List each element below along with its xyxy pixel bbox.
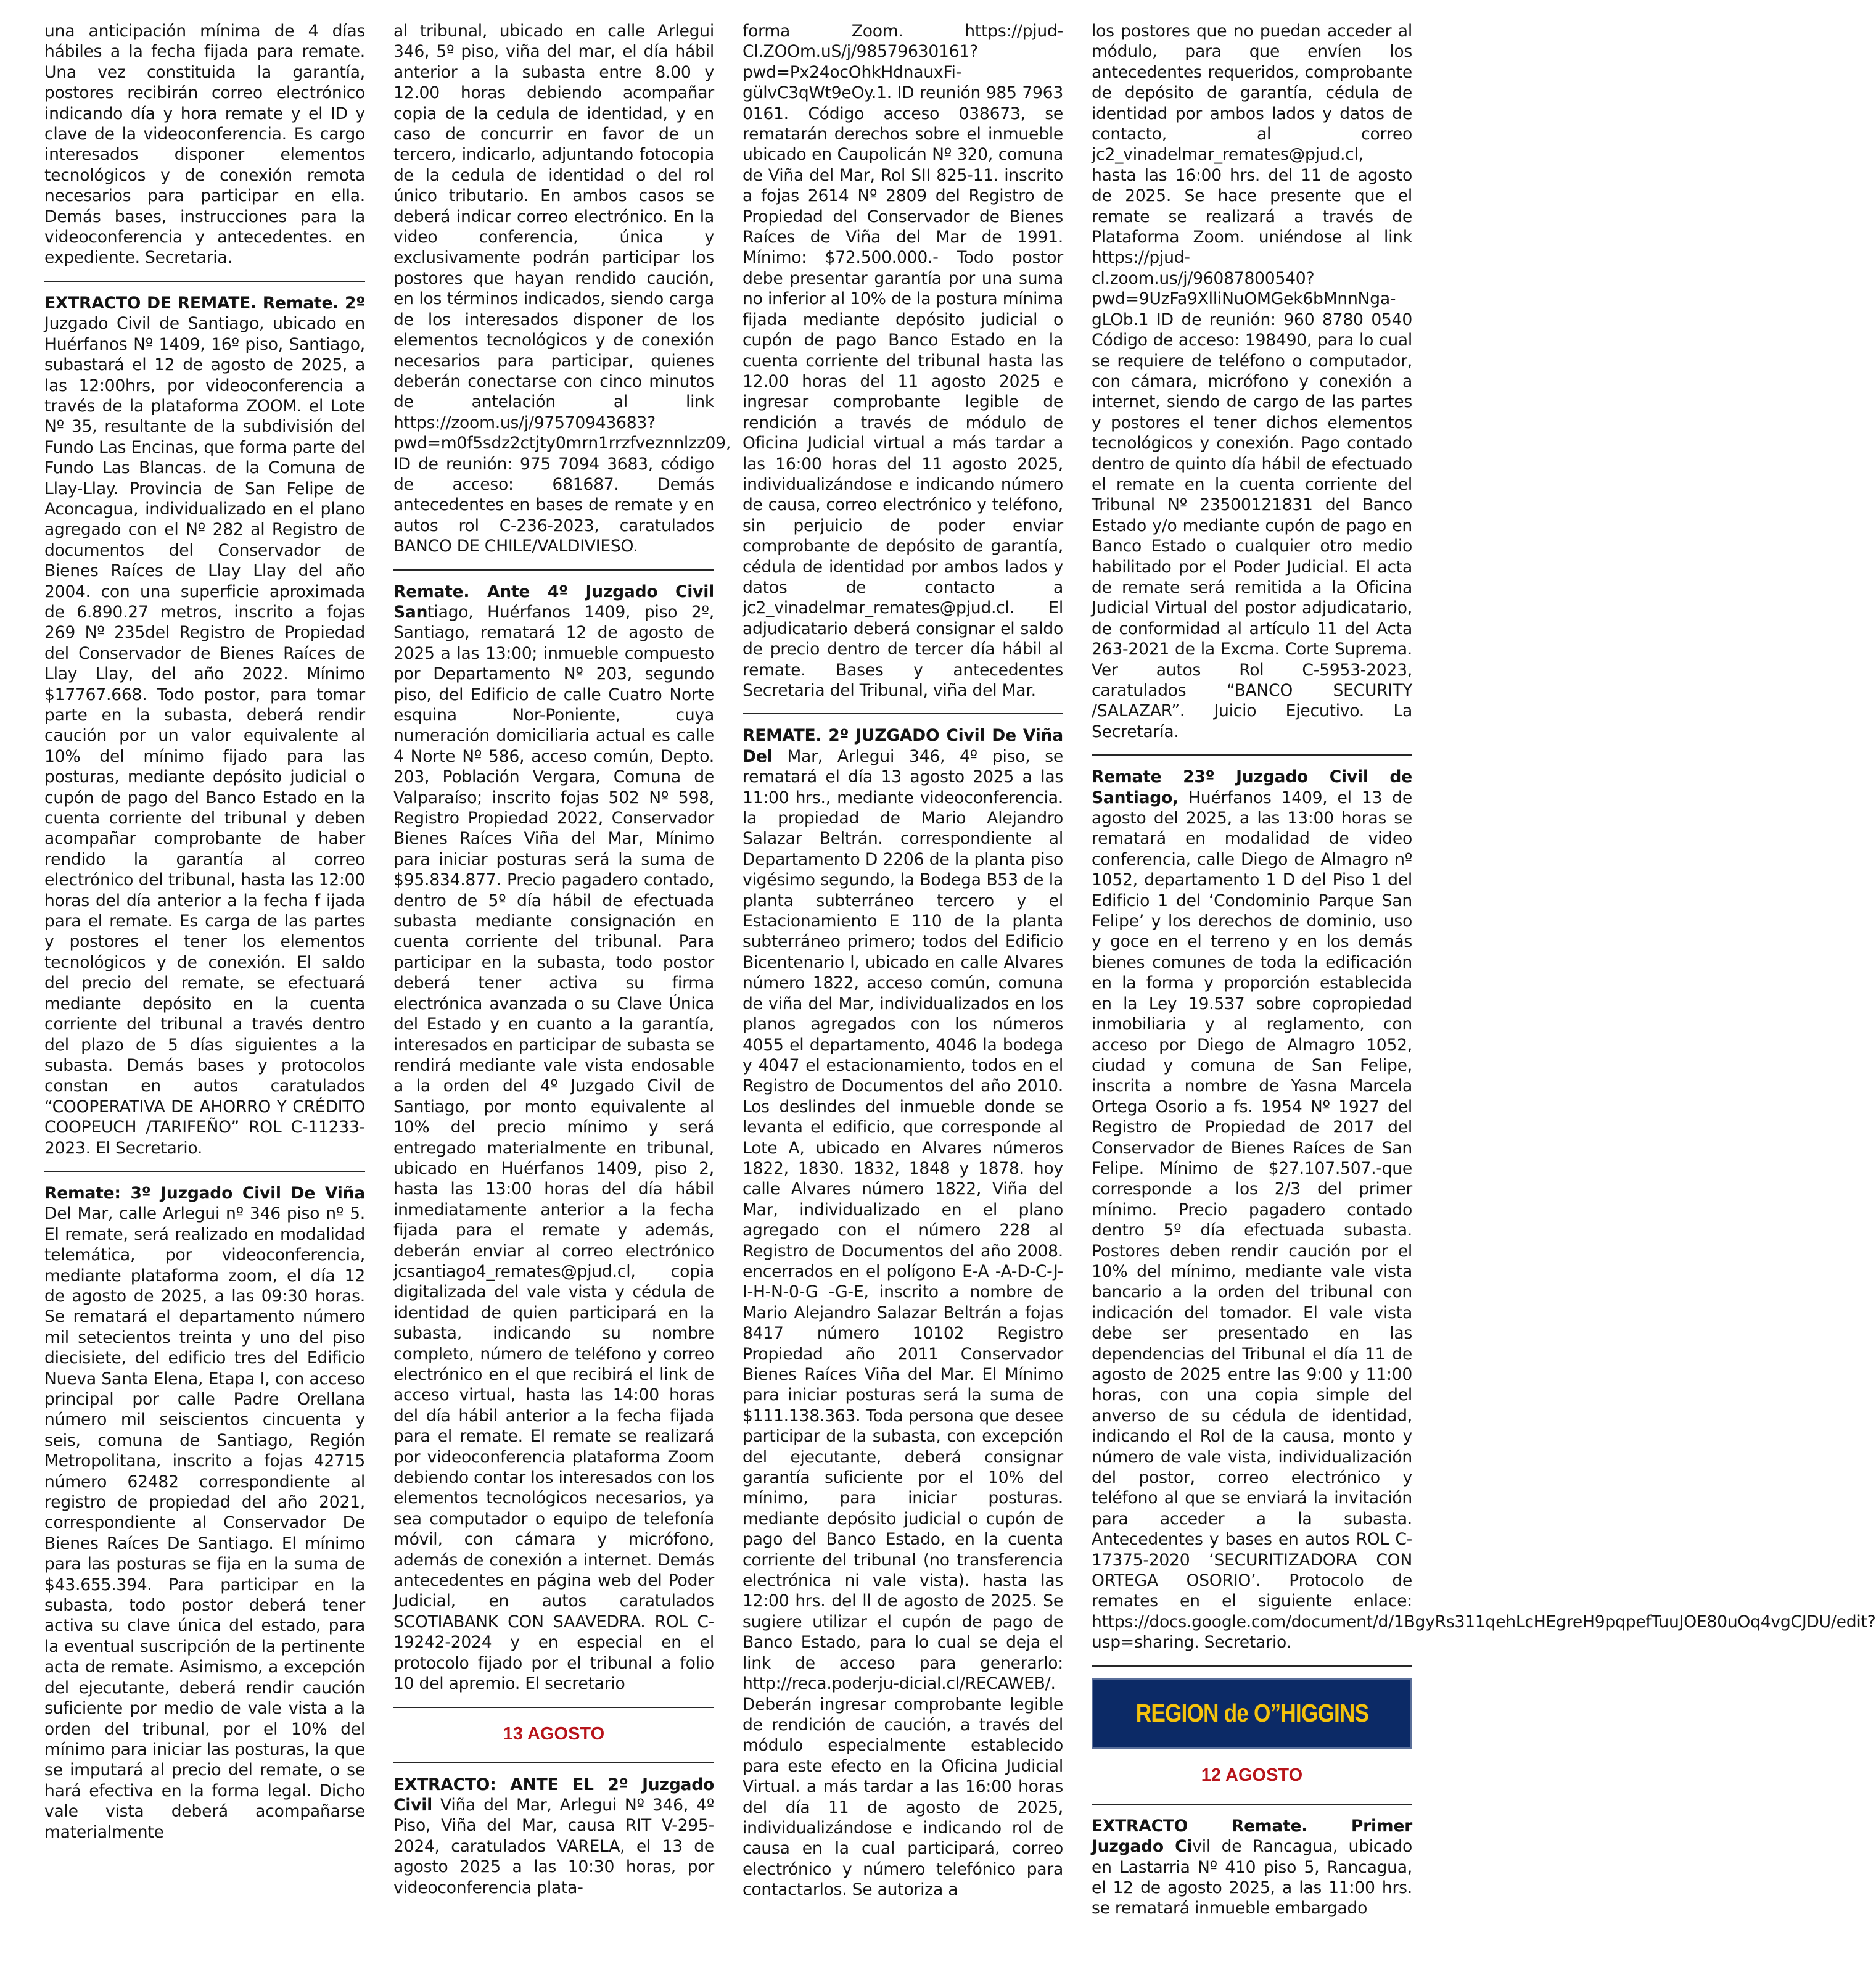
column-divider xyxy=(393,569,714,571)
notice-lead: EXTRACTO DE REMATE. Remate. 2º xyxy=(44,293,365,313)
auction-notice xyxy=(1092,1816,1412,1919)
notice-lead: Remate 23º Juzgado Civil de Santiago, xyxy=(1092,767,1412,807)
region-banner xyxy=(1092,1678,1412,1749)
notice-body: forma Zoom. https://pjud-Cl.ZOOm.uS/j/98579630161?pwd=Px24ocOhkHdnauxFi-gülvC3qWt9eOy.1. ID reunión 985 7963 0161. Código acceso 038673, se rematarán derechos sobre el inmueble ubicado en Caupolicán Nº 320, comuna de Viña del Mar, Rol SII 825-11. inscrito a fojas 2614 Nº 2809 del Registro de Propiedad del Conservador de Bienes Raíces de Viña del Mar de 1991. Mínimo: $72.500.000.- Todo postor debe presentar garantía por una suma no inferior al 10% de la postura mínima fijada mediante depósito judicial o cupón de pago Banco Estado en la cuenta corriente del tribunal hasta las 12.00 horas del 11 agosto 2025 e ingresar comprobante legible de rendición a través de módulo de Oficina Judicial virtual a más tardar a las 16:00 horas del 11 agosto 2025, individualizándose e indicando número de causa, correo electrónico y teléfono, sin perjuicio de poder enviar comprobante de depósito de garantía, cédula de identidad por ambos lados y datos de contacto a jc2_vinadelmar_remates@pjud.cl. El adjudicatario deberá consignar el saldo de precio dentro de tercer día hábil al remate. Bases y antecedentes Secretaria del Tribunal, viña del Mar. xyxy=(743,22,1063,700)
notice-body: vil de Rancagua, ubicado en Lastarria Nº 410 piso 5, Rancagua, el 12 de agosto 2025, a las 11:00 hrs. se rematará inmueble embargado xyxy=(1092,1837,1412,1918)
auction-notice xyxy=(1092,767,1876,1652)
notice-body: Viña del Mar, Arlegui Nº 346, 4º Piso, Viña del Mar, causa RIT V-295-2024, caratulados VARELA, el 13 de agosto 2025 a las 10:30 horas, por videoconferencia plata- xyxy=(393,1795,714,1897)
column-divider xyxy=(1092,1665,1412,1667)
notice-body: Juzgado Civil de Santiago, ubicado en Huérfanos Nº 1409, 16º piso, Santiago, subastará el 12 de agosto de 2025, a las 12:00hrs, por videoconferencia a través de la plataforma ZOOM. el Lote Nº 35, resultante de la subdivisión del Fundo Las Encinas, que forma parte del Fundo Las Blancas. de la Comuna de Llay-Llay. Provincia de San Felipe de Aconcagua, individualizado en el plano agregado con el Nº 282 al Registro de documentos del Conservador de Bienes Raíces de Llay Llay del año 2004. con una superficie aproximada de 6.890.27 metros, inscrito a fojas 269 Nº 235del Registro de Propiedad del Conservador de Bienes Raíces de Llay Llay, del año 2022. Mínimo $17767.668. Todo postor, para tomar parte en la subasta, deberá rendir caución por un valor equivalente al 10% del mínimo fijado para las posturas, mediante depósito judicial o cupón de pago del Banco Estado en la cuenta corriente del tribunal y deben acompañar comprobante de haber rendido la garantía al correo electrónico del tribunal, hasta las 12:00 horas del día anterior a la fecha f ijada para el remate. Es carga de las partes y postores el tener los elementos tecnológicos y de conexión. El saldo del precio del remate, se efectuará mediante depósito en la cuenta corriente del tribunal a través dentro del plazo de 5 días siguientes a la subasta. Demás bases y protocolos constan en autos caratulados “COOPERATIVA DE AHORRO Y CRÉDITO COOPEUCH /TARIFEÑO” ROL C-11233-2023. El Secretario. xyxy=(44,314,365,1158)
notice-body: Mar, Arlegui 346, 4º piso, se rematará el día 13 agosto 2025 a las 11:00 hrs., mediante videoconferencia. la propiedad de Mario Alejandro Salazar Beltrán. correspondiente al Departamento D 2206 de la planta piso vigésimo segundo, la Bodega B53 de la planta subterráneo tercero y el Estacionamiento E 110 de la planta subterráneo primero; todos del Edificio Bicentenario l, ubicado en calle Alvares número 1822, acceso común, comuna de viña del Mar, individualizados en los planos agregados con los números 4055 el departamento, 4046 la bodega y 4047 el estacionamiento, todos en el Registro de Documentos del año 2010. Los deslindes del inmueble donde se levanta el edificio, que corresponde al Lote A, ubicado en Alvares números 1822, 1830. 1832, 1848 y 1878. hoy calle Alvares número 1822, Viña del Mar, individualizado en el plano agregado con el número 228 al Registro de Documentos del año 2008. encerrados en el polígono E-A -A-D-C-J-I-H-N-0-G -G-E, inscrito a nombre de Mario Alejandro Salazar Beltrán a fojas 8417 número 10102 Registro Propiedad año 2011 Conservador Bienes Raíces Viña del Mar. El Mínimo para iniciar posturas será la suma de $111.138.363. Toda persona que desee participar de la subasta, con excepción del ejecutante, deberá consignar garantía suficiente por el 10% del mínimo, para iniciar posturas. mediante depósito judicial o cupón de pago del Banco Estado, en la cuenta corriente del tribunal (no transferencia electrónica ni vale vista). hasta las 12:00 hrs. del ll de agosto de 2025. Se sugiere utilizar el cupón de pago de Banco Estado, para lo cual se deja el link de acceso para generarlo: http://reca.poderju-dicial.cl/RECAWEB/. Deberán ingresar comprobante legible de rendición de caución, a través del módulo especialmente establecido para este efecto en la Oficina Judicial Virtual. a más tardar a las 16:00 horas del día 11 de agosto de 2025, individualizándose e indicando rol de causa en la cual participará, correo electrónico y número telefónico para contactarlos. Se autoriza a xyxy=(743,746,1063,1900)
column-divider xyxy=(44,281,365,282)
column-divider xyxy=(393,1762,714,1763)
notice-lead: EXTRACTO: ANTE EL 2º Juzgado Civil xyxy=(393,1775,714,1815)
notice-body: una anticipación mínima de 4 días hábiles a la fecha fijada para remate. Una vez constituida la garantía, postores recibirán correo electrónico indicando día y hora remate y el ID y clave de la videoconferencia. Es cargo interesados disponer elementos tecnológicos y de conexión remota necesarios para participar en ella. Demás bases, instrucciones para la videoconferencia y antecedentes. en expediente. Secretaria. xyxy=(44,22,365,268)
notice-body: al tribunal, ubicado en calle Arlegui 346, 5º piso, viña del mar, el día hábil anterior a la subasta entre 8.00 y 12.00 horas debiendo acompañar copia de la cedula de identidad, y en caso de concurrir en favor de un tercero, indicarlo, adjuntando fotocopia de la cedula de identidad o del rol único tributario. En ambos casos se deberá indicar correo electrónico. En la video conferencia, única y exclusivamente podrán participar los postores que hayan rendido caución, en los términos indicados, siendo carga de los interesados disponer de los elementos tecnológicos y de conexión necesarios para participar, quienes deberán conectarse con cinco minutos de antelación al link https://zoom.us/j/97570943683?pwd=m0f5sdz2ctjty0mrn1rrzfveznnlzz09, ID de reunión: 975 7094 3683, código de acceso: 681687. Demás antecedentes en bases de remate y en autos rol C-236-2023, caratulados BANCO DE CHILE/VALDIVIESO. xyxy=(393,22,731,556)
region-banner-title: REGION de O”HIGGINS xyxy=(1135,1699,1368,1728)
notice-body: Huérfanos 1409, el 13 de agosto del 2025, a las 13:00 horas se rematará en modalidad de video conferencia, calle Diego de Almagro nº 1052, departamento 1 D del Piso 1 del Edificio 1 del ‘Condominio Parque San Felipe’ y los derechos de dominio, uso y goce en el terreno y en los demás bienes comunes de toda la edificación en la forma y proporción establecida en la Ley 19.537 sobre copropiedad inmobiliaria y al reglamento, con acceso por Diego de Almagro 1052, ciudad y comuna de San Felipe, inscrita a nombre de Yasna Marcela Ortega Osorio a fs. 1954 Nº 1927 del Registro de Propiedad de 2017 del Conservador de Bienes Raíces de San Felipe. Mínimo de $27.107.507.-que corresponde a los 2/3 del primer mínimo. Precio pagadero contado dentro 5º día efectuada subasta. Postores deben rendir caución por el 10% del mínimo, mediante vale vista bancario a la orden del tribunal con indicación del tomador. El vale vista debe ser presentado en las dependencias del Tribunal el día 11 de agosto de 2025 entre las 9:00 y 11:00 horas, con una copia simple del anverso de su cédula de identidad, indicando el Rol de la causa, monto y número de vale vista, individualización del postor, correo electrónico y teléfono al que se enviará la invitación para acceder a la subasta. Antecedentes y bases en autos ROL C-17375-2020 ‘SECURITIZADORA CON ORTEGA OSORIO’. Protocolo de remates en el siguiente enlace: https://docs.google.com/document/d/1BgyRs311qehLcHEgreH9pqpefTuuJOE80uOq4vgCJDU/edit?usp=sharing. Secretario. xyxy=(1092,788,1876,1652)
column-divider xyxy=(393,1707,714,1708)
column-4 xyxy=(1092,21,1876,1980)
notice-lead: Remate. Ante 4º Juzgado Civil San xyxy=(393,582,714,622)
column-3 xyxy=(743,21,1063,1980)
date-heading: 12 AGOSTO xyxy=(1201,1765,1303,1785)
notice-body: los postores que no puedan acceder al módulo, para que envíen los antecedentes requeridos, comprobante de depósito de garantía, cédula de identidad por ambos lados y datos de contacto, al correo jc2_vinadelmar_remates@pjud.cl, hasta las 16:00 hrs. del 11 de agosto de 2025. Se hace presente que el remate se realizará a través de Plataforma Zoom. uniéndose al link https://pjud-cl.zoom.us/j/96087800540?pwd=9UzFa9XlliNuOMGek6bMnnNga-gLOb.1 ID de reunión: 960 8780 0540 Código de acceso: 198490, para lo cual se requiere de teléfono o computador, con cámara, micrófono y conexión a internet, siendo de cargo de las partes y postores el tener dichos elementos tecnológicos y conexión. Pago contado dentro de quinto día hábil de efectuado el remate en la cuenta corriente del Tribunal Nº 23500121831 del Banco Estado y/o mediante cupón de pago en Banco Estado o cualquier otro medio habilitado por el Poder Judicial. El acta de remate será remitida a la Oficina Judicial Virtual del postor adjudicatario, de conformidad al artículo 11 del Acta 263-2021 de la Excma. Corte Suprema. Ver autos Rol C-5953-2023, caratulados “BANCO SECURITY /SALAZAR”. Juicio Ejecutivo. La Secretaría. xyxy=(1092,22,1412,741)
auction-notice xyxy=(44,293,365,1158)
auction-notice xyxy=(743,725,1063,1900)
column-divider xyxy=(743,713,1063,714)
notice-body: tiago, Huérfanos 1409, piso 2º, Santiago, rematará 12 de agosto de 2025 a las 13:00; inmueble compuesto por Departamento Nº 203, segundo piso, del Edificio de calle Cuatro Norte esquina Nor-Poniente, cuya numeración domiciliaria actual es calle 4 Norte Nº 586, acceso común, Depto. 203, Población Vergara, Comuna de Valparaíso; inscrito fojas 502 Nº 598, Registro Propiedad 2022, Conservador Bienes Raíces Viña del Mar, Mínimo para iniciar posturas será la suma de $95.834.877. Precio pagadero contado, dentro de 5º día hábil de efectuada subasta mediante consignación en cuenta corriente del tribunal. Para participar en la subasta, todo postor deberá tener activa su firma electrónica avanzada o su Clave Única del Estado y en cuanto a la garantía, interesados en participar de subasta se rendirá mediante vale vista endosable a la orden del 4º Juzgado Civil de Santiago, por monto equivalente al 10% del precio mínimo y será entregado materialmente en tribunal, ubicado en Huérfanos 1409, piso 2, hasta las 13:00 horas del día hábil inmediatamente anterior a la fecha fijada para el remate y además, deberán enviar al correo electrónico jcsantiago4_remates@pjud.cl, copia digitalizada del vale vista y cédula de identidad de quien participará en la subasta, indicando su nombre completo, número de teléfono y correo electrónico en el que recibirá el link de acceso virtual, hasta las 14:00 horas del día hábil anterior a la fecha fijada para el remate. El remate se realizará por videoconferencia plataforma Zoom debiendo contar los interesados con los elementos tecnológicos necesarios, ya sea computador o equipo de telefonía móvil, con cámara y micrófono, además de conexión a internet. Demás antecedentes en página web del Poder Judicial, en autos caratulados SCOTIABANK CON SAAVEDRA. ROL C-19242-2024 y en especial en el protocolo fijado por el tribunal a folio 10 del apremio. El secretario xyxy=(393,602,714,1694)
column-2 xyxy=(393,21,731,1980)
auction-notice xyxy=(393,21,731,557)
notice-lead: Remate: 3º Juzgado Civil De Viña xyxy=(44,1183,365,1203)
auction-notice xyxy=(393,582,714,1694)
column-1 xyxy=(44,21,365,1980)
notice-lead: REMATE. 2º JUZGADO Civil De Viña Del xyxy=(743,726,1063,766)
column-divider xyxy=(44,1171,365,1172)
notice-body: Del Mar, calle Arlegui nº 346 piso nº 5. El remate, será realizado en modalidad telemática, por videoconferencia, mediante plataforma zoom, el día 12 de agosto de 2025, a las 09:30 horas. Se rematará el departamento número mil setecientos treinta y uno del piso diecisiete, del edificio tres del Edificio Nueva Santa Elena, Etapa I, con acceso principal por calle Padre Orellana número mil seiscientos cincuenta y seis, comuna de Santiago, Región Metropolitana, inscrito a fojas 42715 número 62482 correspondiente al registro de propiedad del año 2021, correspondiente al Conservador De Bienes Raíces De Santiago. El mínimo para las posturas se fija en la suma de $43.655.394. Para participar en la subasta, todo postor deberá tener activa su clave única del estado, para la eventual suscripción de la pertinente acta de remate. Asimismo, a excepción del ejecutante, deberá rendir caución suficiente por medio de vale vista a la orden del tribunal, por el 10% del mínimo para iniciar las posturas, la que se imputará al precio del remate, o se hará efectiva en la forma legal. Dicho vale vista deberá acompañarse materialmente xyxy=(44,1204,365,1842)
auction-notice xyxy=(1092,21,1412,742)
date-heading: 13 AGOSTO xyxy=(503,1723,605,1744)
auction-notice xyxy=(44,21,365,268)
auction-notice xyxy=(44,1183,365,1842)
auction-notice xyxy=(743,21,1063,701)
column-divider xyxy=(1092,754,1412,756)
column-divider xyxy=(1092,1804,1412,1805)
auction-notice xyxy=(393,1775,714,1898)
notice-lead: EXTRACTO Remate. Primer Juzgado Ci xyxy=(1092,1816,1412,1857)
